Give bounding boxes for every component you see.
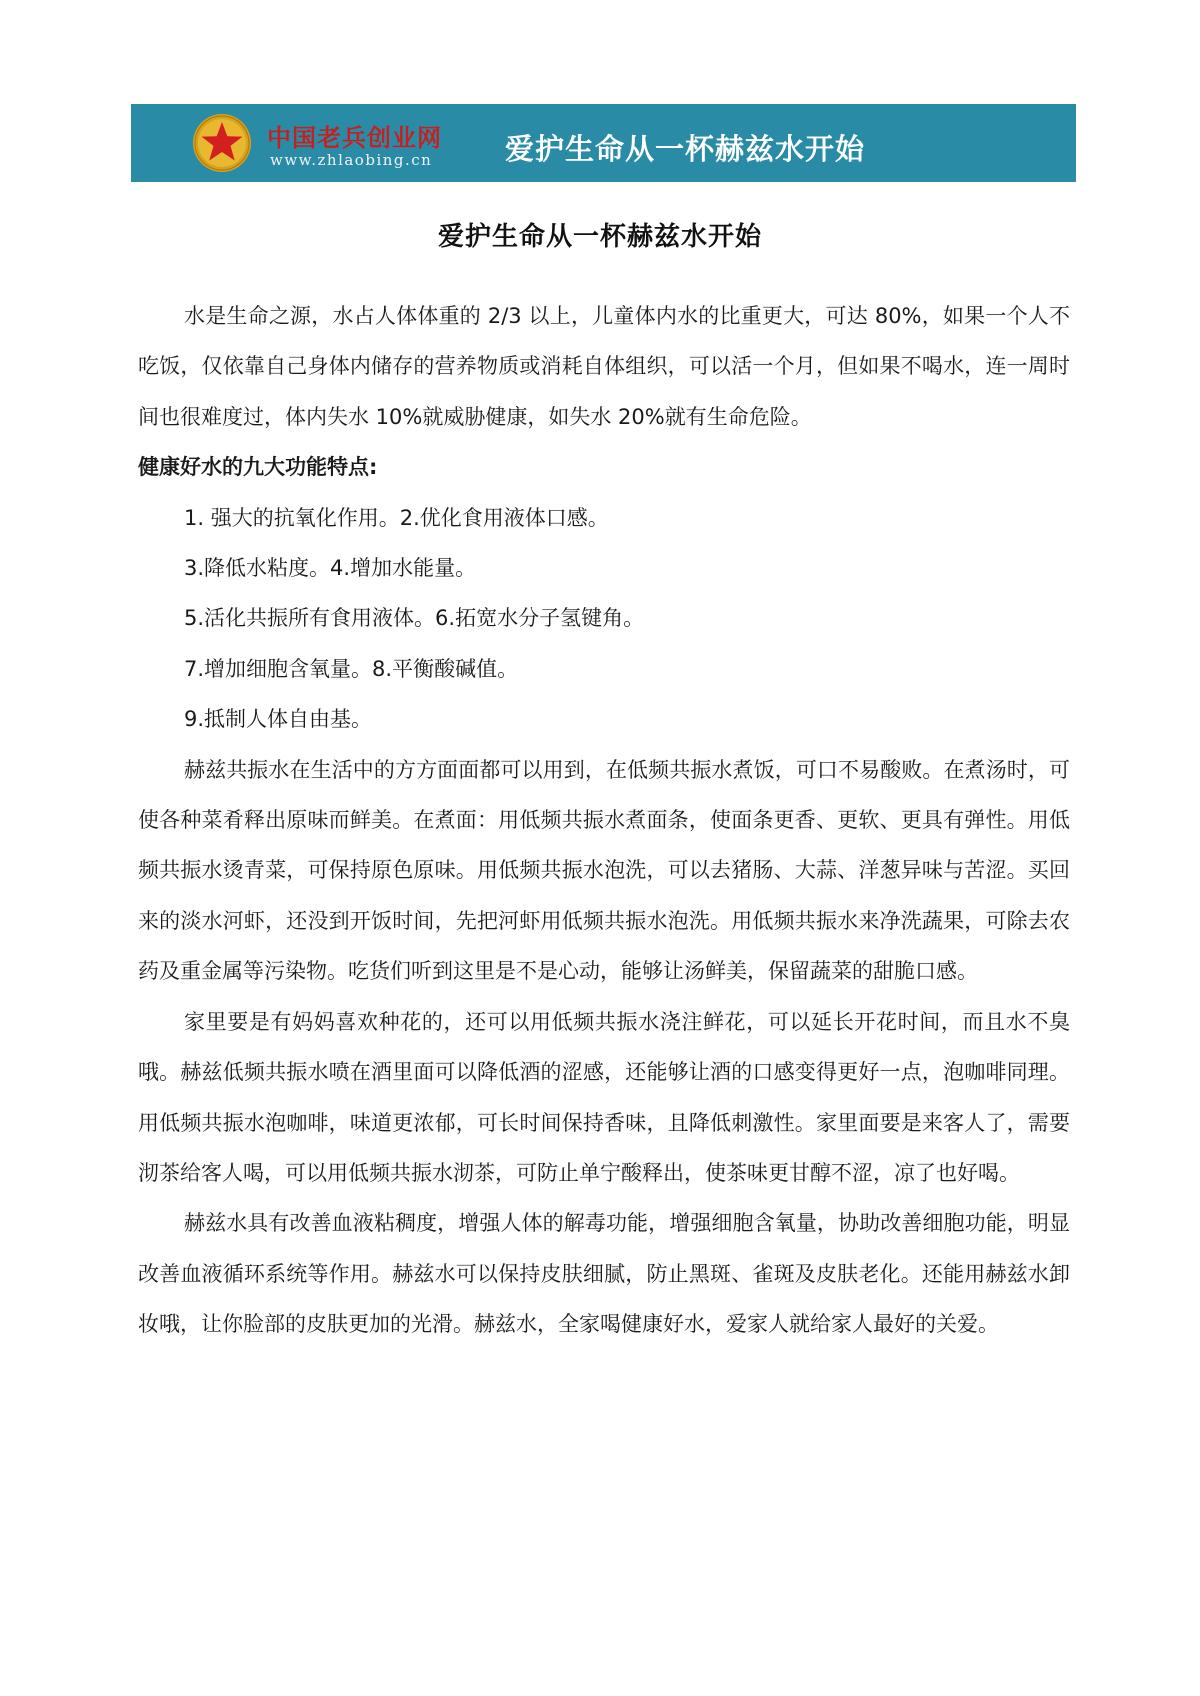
star-emblem-logo	[191, 112, 253, 174]
feature-line-5: 9.抵制人体自由基。	[184, 707, 373, 732]
brand-name: 中国老兵创业网	[267, 123, 442, 152]
feature-line-3: 5.活化共振所有食用液体。6.拓宽水分子氢键角。	[184, 606, 645, 631]
brand-url: www.zhlaobing.cn	[270, 151, 433, 169]
feature-line-4: 7.增加细胞含氧量。8.平衡酸碱值。	[184, 656, 519, 681]
header-banner	[131, 104, 1076, 182]
banner-title: 爱护生命从一杯赫兹水开始	[505, 132, 866, 166]
document-body	[138, 291, 1070, 1350]
body-paragraph-cooking: 赫兹共振水在生活中的方方面面都可以用到，在低频共振水煮饭，可口不易酸败。在煮汤时，可使各种菜肴释出原味而鲜美。在煮面：用低频共振水煮面条，使面条更香、更软、更具有弹性。用低频共振水烫青菜，可保持原色原味。用低频共振水泡洗，可以去猪肠、大蒜、洋葱异味与苦涩。买回来的淡水河虾，还没到开饭时间，先把河虾用低频共振水泡洗。用低频共振水来净洗蔬果，可除去农药及重金属等污染物。吃货们听到这里是不是心动，能够让汤鲜美，保留蔬菜的甜脆口感。	[138, 757, 1070, 984]
feature-line-2: 3.降低水粘度。4.增加水能量。	[184, 556, 477, 581]
intro-paragraph: 水是生命之源，水占人体体重的 2/3 以上，儿童体内水的比重更大，可达 80%，如果一个人不吃饭，仅依靠自己身体内储存的营养物质或消耗自体组织，可以活一个月，但如果不喝水，连一周时间也很难度过，体内失水 10%就威胁健康，如失水 20%就有生命危险。	[138, 304, 1070, 429]
body-paragraph-home: 家里要是有妈妈喜欢种花的，还可以用低频共振水浇注鲜花，可以延长开花时间，而且水不臭哦。赫兹低频共振水喷在酒里面可以降低酒的涩感，还能够让酒的口感变得更好一点，泡咖啡同理。用低频共振水泡咖啡，味道更浓郁，可长时间保持香味，且降低刺激性。家里面要是来客人了，需要沏茶给客人喝，可以用低频共振水沏茶，可防止单宁酸释出，使茶味更甘醇不涩，凉了也好喝。	[138, 1009, 1070, 1185]
body-paragraph-health: 赫兹水具有改善血液粘稠度，增强人体的解毒功能，增强细胞含氧量，协助改善细胞功能，明显改善血液循环系统等作用。赫兹水可以保持皮肤细腻，防止黑斑、雀斑及皮肤老化。还能用赫兹水卸妆哦，让你脸部的皮肤更加的光滑。赫兹水，全家喝健康好水，爱家人就给家人最好的关爱。	[138, 1211, 1070, 1337]
features-heading: 健康好水的九大功能特点:	[138, 455, 378, 480]
feature-line-1: 1. 强大的抗氧化作用。2.优化食用液体口感。	[184, 505, 609, 530]
document-title: 爱护生命从一杯赫兹水开始	[437, 222, 762, 252]
